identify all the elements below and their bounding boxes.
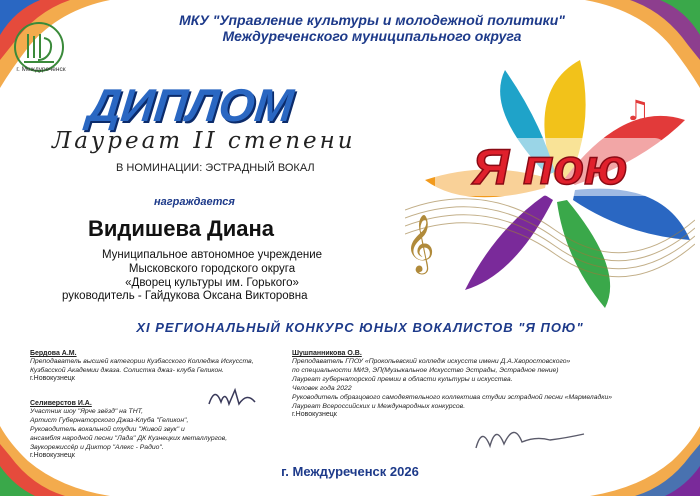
jury-line: Кузбасской Академии джаза. Солистка джаз- клуба Геликон. — [30, 367, 224, 374]
jury-line: ансамбля народной песни "Лада" ДК Кузнецких металлургов, — [30, 435, 228, 442]
jury-line: Участник шоу "Ярче звёзд" на ТНТ, — [30, 408, 144, 415]
institution-line: Мысковского городского округа — [128, 263, 296, 275]
jury-member-1 — [30, 350, 290, 382]
jury-member-2 — [30, 400, 290, 459]
jury-line: Человек года 2022 — [292, 385, 352, 392]
awarded-label: награждается — [154, 196, 235, 208]
signature-2 — [470, 418, 590, 458]
jury-city: г.Новокузнецк — [30, 375, 75, 382]
institution-line: Муниципальное автономное учреждение — [101, 249, 323, 261]
jury-city: г.Новокузнецк — [30, 452, 75, 459]
organization-line-2: Междуреченского муниципального округа — [222, 28, 522, 44]
logo-caption: г. Междуреченск — [16, 66, 66, 73]
contest-emblem — [405, 60, 695, 310]
jury-line: Лауреат губернаторской премии в области культуры и искусства. — [292, 376, 513, 383]
organization-line-1: МКУ "Управление культуры и молодежной политики" — [179, 12, 565, 28]
leader-line: руководитель - Гайдукова Оксана Викторовна — [62, 290, 308, 302]
jury-line: Звукорежиссёр и Диктор "Алекс - Радио". — [30, 444, 164, 451]
jury-line: Руководитель вокальной студии "Живой звук" и — [30, 426, 185, 433]
emblem-logo-text: Я пою — [472, 139, 628, 195]
footer-city-year: г. Междуреченск 2026 — [281, 464, 419, 479]
jury-city: г.Новокузнецк — [292, 411, 337, 418]
diploma-title: ДИПЛОМ — [85, 79, 296, 131]
jury-line: Артист Губернаторского Джаз-Клуба "Геликон", — [30, 417, 189, 424]
nomination-text: В НОМИНАЦИИ: ЭСТРАДНЫЙ ВОКАЛ — [116, 162, 315, 174]
jury-line: Преподаватель высшей категории Кузбасского Колледжа Искусств, — [30, 358, 254, 365]
jury-line: по специальности МИЭ, ЭП(Музыкальное Искусство Эстрады, Эстрадное пение) — [292, 367, 559, 374]
treble-clef-icon: 𝄞 — [405, 214, 435, 272]
contest-title: XI РЕГИОНАЛЬНЫЙ КОНКУРС ЮНЫХ ВОКАЛИСТОВ "Я ПОЮ" — [136, 320, 584, 335]
jury-line: Преподаватель ГПОУ «Прокопьевский колледж искусств имени Д.А.Хворостовского» — [292, 358, 571, 365]
jury-name: Бердова А.М. — [30, 350, 77, 357]
jury-member-3 — [292, 350, 672, 418]
laureate-rank: Лауреат II степени — [52, 128, 356, 154]
jury-name: Шушпанникова О.В. — [292, 350, 362, 357]
music-note-icon: ♫ — [625, 94, 651, 127]
recipient-name: Видишева Диана — [88, 216, 275, 241]
organization-header — [112, 12, 632, 44]
jury-line: Лауреат Всероссийских и Международных конкурсов. — [292, 403, 466, 410]
institution-line: «Дворец культуры им. Горького» — [125, 277, 299, 289]
institution-block — [62, 248, 362, 290]
jury-line: Руководитель образцового самодеятельного коллектива студии эстрадной песни «Мармеладки» — [292, 394, 613, 401]
jury-name: Селиверстов И.А. — [30, 400, 92, 407]
